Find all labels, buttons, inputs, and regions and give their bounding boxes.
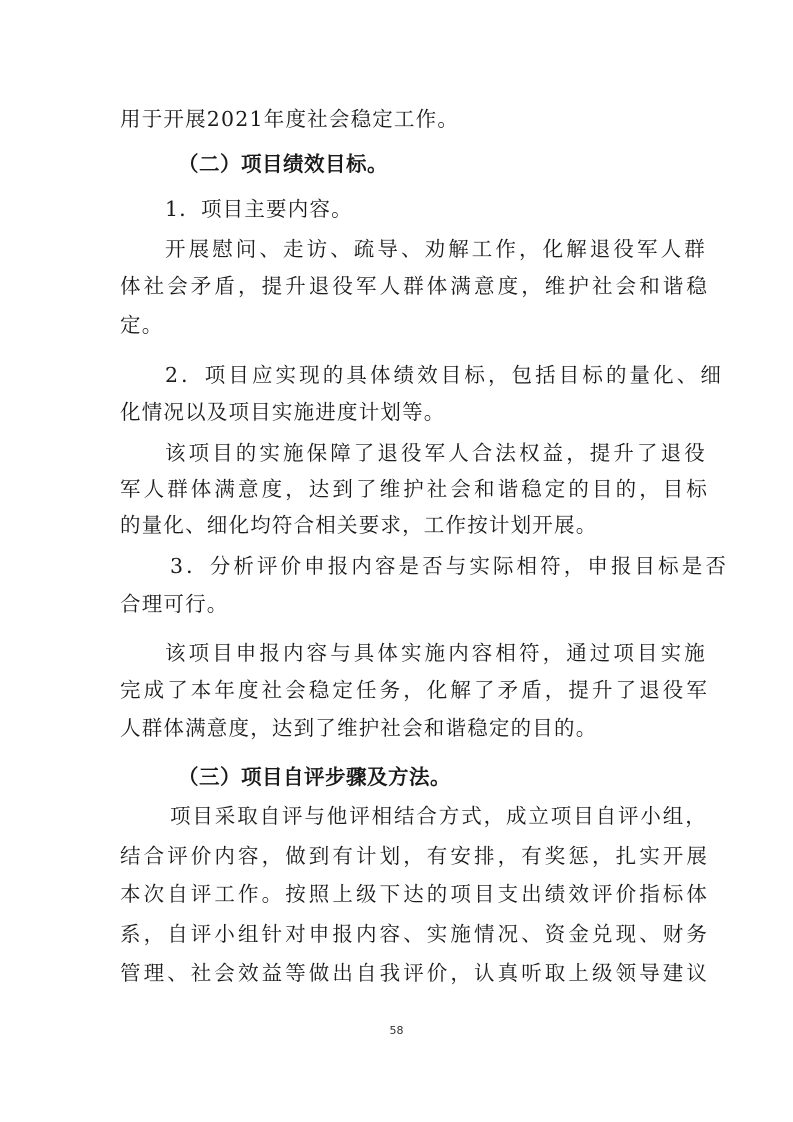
paragraph-line: 该项目的实施保障了退役军人合法权益，提升了退役 [165, 441, 708, 465]
list-item-2: 2．项目应实现的具体绩效目标，包括目标的量化、细 [165, 363, 724, 387]
paragraph-line: 完成了本年度社会稳定任务，化解了矛盾，提升了退役军 [120, 678, 710, 702]
paragraph-line: 系，自评小组针对申报内容、实施情况、资金兑现、财务 [120, 922, 710, 946]
paragraph-line: 管理、社会效益等做出自我评价，认真听取上级领导建议 [120, 961, 710, 985]
paragraph-line: 定。 [120, 313, 164, 337]
paragraph-line: 的量化、细化均符合相关要求，工作按计划开展。 [120, 513, 598, 537]
list-item-3: 3．分析评价申报内容是否与实际相符，申报目标是否 [170, 554, 729, 578]
paragraph-line: 合理可行。 [120, 592, 229, 616]
paragraph-line: 人群体满意度，达到了维护社会和谐稳定的目的。 [120, 716, 598, 740]
paragraph-line: 用于开展2021年度社会稳定工作。 [120, 107, 460, 131]
paragraph-line: 本次自评工作。按照上级下达的项目支出绩效评价指标体 [120, 882, 710, 906]
list-item-1: 1．项目主要内容。 [165, 197, 353, 221]
paragraph-line: 该项目申报内容与具体实施内容相符，通过项目实施 [165, 641, 708, 665]
paragraph-line: 开展慰问、走访、疏导、劝解工作，化解退役军人群 [165, 237, 708, 261]
page-number: 58 [389, 1024, 404, 1037]
paragraph-line: 项目采取自评与他评相结合方式，成立项目自评小组， [170, 804, 708, 828]
section-heading-3: （三）项目自评步骤及方法。 [178, 765, 451, 789]
paragraph-line: 结合评价内容，做到有计划，有安排，有奖惩，扎实开展 [120, 844, 710, 868]
paragraph-line: 化情况以及项目实施进度计划等。 [120, 400, 446, 424]
paragraph-line: 体社会矛盾，提升退役军人群体满意度，维护社会和谐稳 [120, 274, 710, 298]
paragraph-line: 军人群体满意度，达到了维护社会和谐稳定的目的，目标 [120, 477, 710, 501]
section-heading-2: （二）项目绩效目标。 [178, 152, 388, 176]
